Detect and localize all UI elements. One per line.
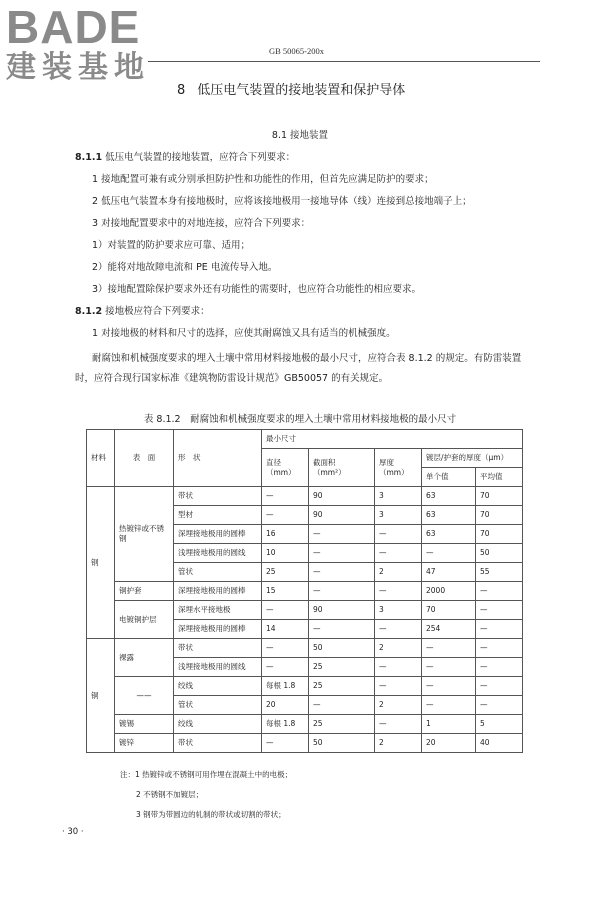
surface-cell: 电镀铜护层: [115, 601, 174, 639]
table-cell: —: [262, 601, 309, 620]
surface-cell: 镀锌: [115, 734, 174, 753]
table-cell: —: [375, 525, 422, 544]
table-cell: —: [262, 734, 309, 753]
table-cell: —: [422, 677, 476, 696]
table-cell: 25: [309, 715, 375, 734]
header-coating: 镀层/护套的厚度（μm）: [422, 449, 523, 468]
material-copper: 铜: [87, 639, 115, 753]
material-steel: 钢: [87, 487, 115, 639]
table-cell: 管状: [174, 696, 262, 715]
table-cell: —: [262, 639, 309, 658]
surface-cell: 铜护套: [115, 582, 174, 601]
table-cell: 70: [476, 525, 523, 544]
table-cell: —: [422, 658, 476, 677]
table-cell: 70: [476, 487, 523, 506]
table-cell: 55: [476, 563, 523, 582]
table-cell: —: [262, 487, 309, 506]
table-cell: 5: [476, 715, 523, 734]
table-cell: —: [422, 639, 476, 658]
clause-text: 接地极应符合下列要求：: [105, 306, 210, 317]
table-cell: —: [476, 696, 523, 715]
table-cell: —: [375, 620, 422, 639]
table-cell: 3: [375, 506, 422, 525]
header-divider: [148, 61, 540, 62]
header-single: 单个值: [422, 468, 476, 487]
table-cell: 25: [309, 658, 375, 677]
table-caption: 表 8.1.2 耐腐蚀和机械强度要求的埋入土壤中常用材料接地极的最小尺寸: [143, 414, 457, 425]
table-row: [87, 487, 523, 506]
table-row: [87, 582, 523, 601]
logo-text-top: BADE: [6, 1, 141, 53]
table-cell: 50: [309, 639, 375, 658]
standard-code: GB 50065-200x: [269, 46, 325, 56]
table-cell: —: [476, 601, 523, 620]
table-cell: 2000: [422, 582, 476, 601]
table-cell: 管状: [174, 563, 262, 582]
table-cell: 2: [375, 639, 422, 658]
table-cell: 2: [375, 734, 422, 753]
chapter-title-text: 低压电气装置的接地装置和保护导体: [197, 83, 406, 98]
table-row: [87, 715, 523, 734]
surface-cell: ——: [115, 677, 174, 715]
table-cell: 浅埋接地极用的圆线: [174, 544, 262, 563]
table-cell: 70: [476, 506, 523, 525]
clause-number: 8.1.1: [75, 152, 103, 163]
table-cell: —: [476, 639, 523, 658]
clause-text: 低压电气装置的接地装置，应符合下列要求：: [105, 152, 296, 163]
note-item: 3 钢带为带圆边的轧制的带状或切割的带状；: [136, 810, 286, 819]
clause-8-1-1: [75, 151, 295, 164]
table-cell: —: [262, 506, 309, 525]
table-cell: 25: [309, 677, 375, 696]
clause-item: 1 对接地极的材料和尺寸的选择，应使其耐腐蚀又具有适当的机械强度。: [92, 328, 396, 339]
surface-cell: 裸露: [115, 639, 174, 677]
table-cell: 每根 1.8: [262, 677, 309, 696]
table-cell: 16: [262, 525, 309, 544]
table-cell: 带状: [174, 639, 262, 658]
header-thickness: 厚度 （mm）: [375, 449, 422, 487]
table-cell: 10: [262, 544, 309, 563]
header-area: 截面积 （mm²）: [309, 449, 375, 487]
table-cell: —: [422, 544, 476, 563]
table-cell: —: [375, 544, 422, 563]
table-cell: —: [375, 658, 422, 677]
table-cell: 深埋接地极用的圆棒: [174, 525, 262, 544]
clause-item: 2）能将对地故障电流和 PE 电流传导入地。: [92, 262, 278, 273]
table-cell: —: [309, 620, 375, 639]
page-number: · 30 ·: [62, 827, 84, 837]
clause-paragraph: 耐腐蚀和机械强度要求的埋入土壤中常用材料接地极的最小尺寸，应符合表 8.1.2 的规定。有防雷装置时，应符合现行国家标准《建筑物防雷设计规范》GB50057 的有关规定。: [75, 353, 522, 384]
table-cell: —: [476, 620, 523, 639]
table-cell: 63: [422, 506, 476, 525]
table-cell: 50: [309, 734, 375, 753]
table-cell: 90: [309, 506, 375, 525]
table-cell: —: [309, 544, 375, 563]
clause-item: 3 对接地配置要求中的对地连接，应符合下列要求：: [92, 218, 311, 229]
section-title: 8.1 接地装置: [271, 130, 329, 141]
table-cell: —: [375, 582, 422, 601]
table-cell: —: [309, 525, 375, 544]
table-cell: 15: [262, 582, 309, 601]
table-cell: —: [262, 658, 309, 677]
table-cell: 25: [262, 563, 309, 582]
table-cell: —: [476, 658, 523, 677]
header-shape: 形 状: [174, 430, 262, 487]
note-item: 注：1 热镀锌或不锈钢可用作埋在混凝土中的电极；: [120, 770, 293, 779]
logo-text-bottom: 建装基地: [6, 50, 150, 85]
table-cell: 每根 1.8: [262, 715, 309, 734]
header-surface: 表 面: [115, 430, 174, 487]
table-cell: 14: [262, 620, 309, 639]
table-cell: 带状: [174, 734, 262, 753]
table-cell: 3: [375, 601, 422, 620]
table-cell: —: [422, 696, 476, 715]
table-cell: 20: [262, 696, 309, 715]
table-cell: 1: [422, 715, 476, 734]
table-row: [87, 734, 523, 753]
table-cell: 63: [422, 487, 476, 506]
table-cell: 浅埋接地极用的圆线: [174, 658, 262, 677]
table-cell: 90: [309, 487, 375, 506]
table-cell: 254: [422, 620, 476, 639]
table-cell: 70: [422, 601, 476, 620]
table-cell: 20: [422, 734, 476, 753]
table-cell: 90: [309, 601, 375, 620]
table-cell: 深埋水平接地极: [174, 601, 262, 620]
header-average: 平均值: [476, 468, 523, 487]
table-cell: 绞线: [174, 715, 262, 734]
clause-8-1-2: [75, 305, 210, 318]
clause-item: 3）接地配置除保护要求外还有功能性的需要时，也应符合功能性的相应要求。: [92, 284, 422, 295]
table-row: [87, 601, 523, 620]
table-cell: 3: [375, 487, 422, 506]
table-cell: —: [309, 563, 375, 582]
clause-item: 1）对装置的防护要求应可靠、适用；: [92, 240, 251, 251]
table-cell: —: [375, 715, 422, 734]
table-header-row: [87, 430, 523, 449]
header-min-size: 最小尺寸: [262, 430, 523, 449]
table-cell: 2: [375, 696, 422, 715]
clause-item: 2 低压电气装置本身有接地极时，应将该接地极用一接地导体（线）连接到总接地端子上；: [92, 196, 472, 207]
table-cell: 2: [375, 563, 422, 582]
table-cell: 深埋接地极用的圆棒: [174, 582, 262, 601]
note-item: 2 不锈钢不加镀层；: [136, 790, 204, 799]
chapter-title: [177, 79, 405, 98]
table-cell: 40: [476, 734, 523, 753]
chapter-number: 8: [177, 83, 186, 98]
table-row: [87, 639, 523, 658]
table-cell: —: [309, 582, 375, 601]
table-cell: —: [375, 677, 422, 696]
table-cell: 型材: [174, 506, 262, 525]
table-cell: 绞线: [174, 677, 262, 696]
table-notes: [120, 769, 292, 829]
table-cell: 50: [476, 544, 523, 563]
clause-item: 1 接地配置可兼有或分别承担防护性和功能性的作用，但首先应满足防护的要求；: [92, 174, 434, 185]
electrode-size-table: [86, 429, 523, 753]
surface-cell: 镀锡: [115, 715, 174, 734]
surface-cell: 热镀锌或不锈钢: [115, 487, 174, 582]
clause-number: 8.1.2: [75, 306, 103, 317]
table-cell: 63: [422, 525, 476, 544]
table-cell: 带状: [174, 487, 262, 506]
header-diameter: 直径 （mm）: [262, 449, 309, 487]
table-cell: 深埋接地极用的圆棒: [174, 620, 262, 639]
table-cell: 47: [422, 563, 476, 582]
header-material: 材料: [87, 430, 115, 487]
table-cell: —: [476, 677, 523, 696]
table-cell: —: [309, 696, 375, 715]
brand-logo: [6, 2, 150, 86]
table-row: [87, 677, 523, 696]
table-cell: —: [476, 582, 523, 601]
